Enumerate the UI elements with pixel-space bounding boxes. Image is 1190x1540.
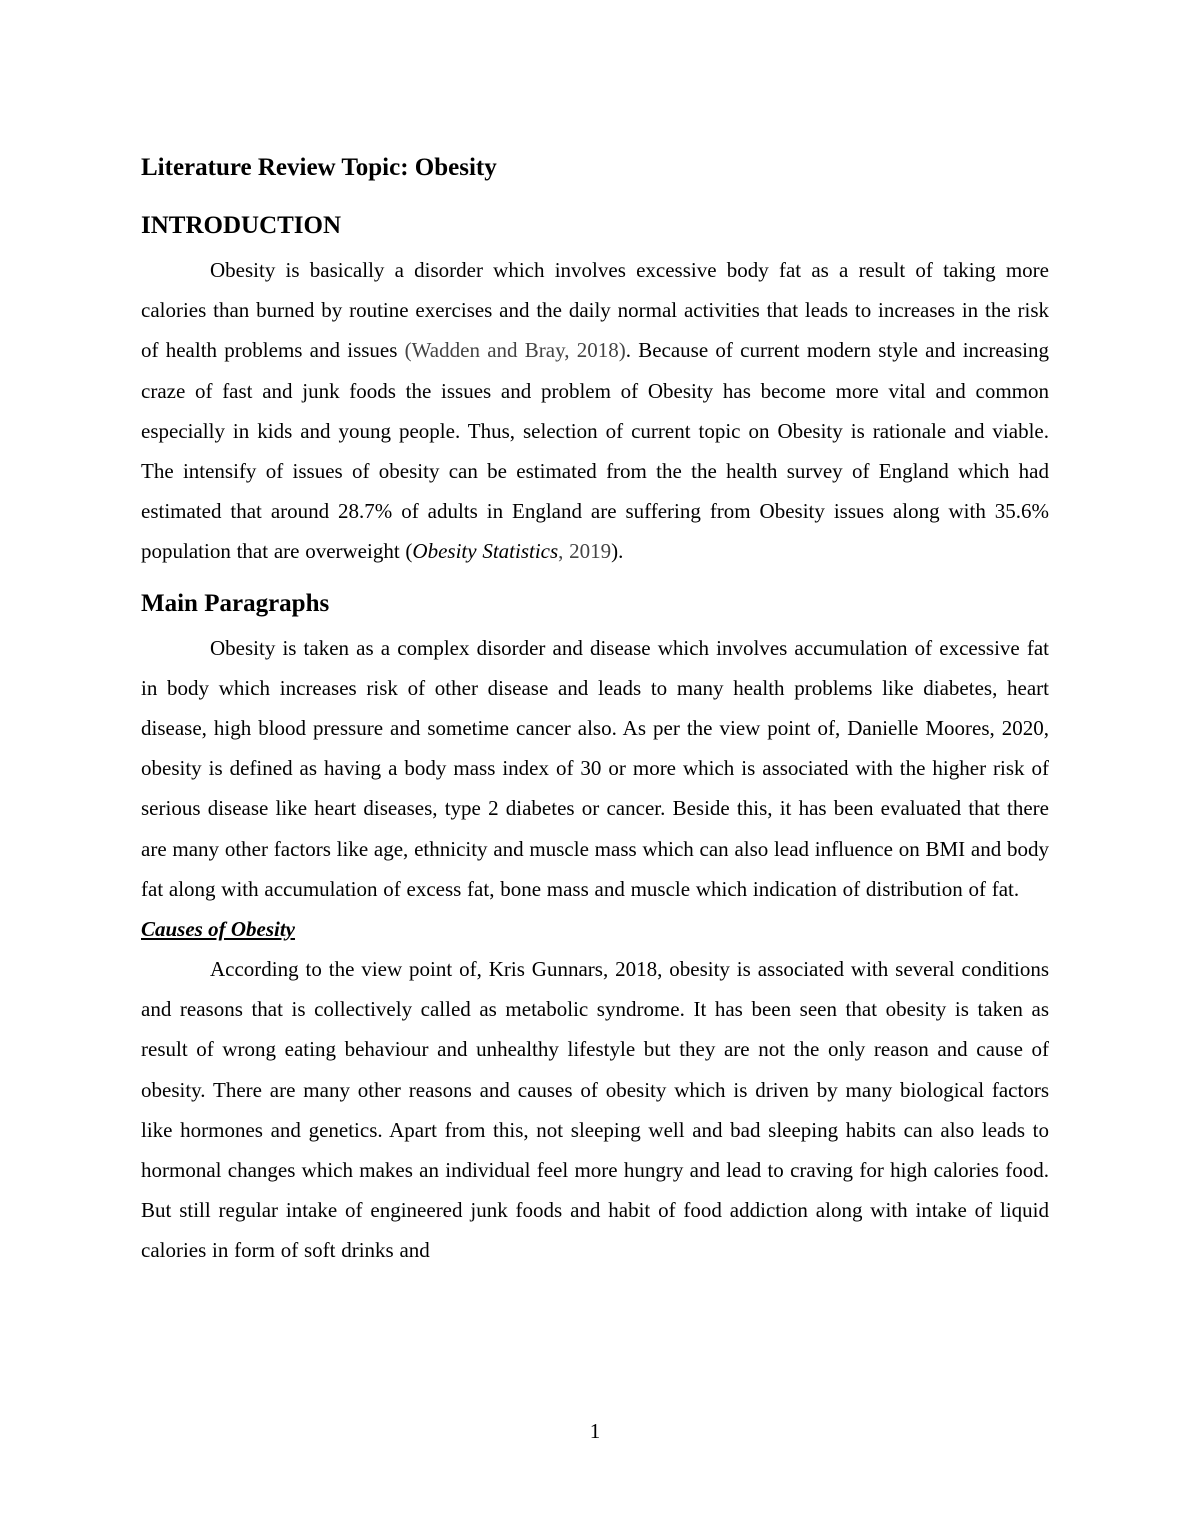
citation-wadden-bray: (Wadden and Bray, 2018) [404,338,626,363]
causes-paragraph: According to the view point of, Kris Gunnars, 2018, obesity is associated with several conditions and reasons that is collectively called as metabolic syndrome. It has been seen that obesity is taken as result of wrong eating behaviour and unhealthy lifestyle but they are not the only reason and cause of obesity. There are many other reasons and causes of obesity which is driven by many biological factors like hormones and genetics. Apart from this, not sleeping well and bad sleeping habits can also leads to hormonal changes which makes an individual feel more hungry and lead to craving for high calories food. But still regular intake of engineered junk foods and habit of food addiction along with intake of liquid calories in form of soft drinks and [141,957,1049,1263]
causes-of-obesity-heading: Causes of Obesity [141,917,295,942]
introduction-text-1: Obesity is basically a disorder which involves excessive body fat as a result of taking more calories than burned by routine exercises and the daily normal activities that leads to increases in the risk of health problems and issues [141,258,1049,363]
main-paragraph: Obesity is taken as a complex disorder and disease which involves accumulation of excessive fat in body which increases risk of other disease and leads to many health problems like diabetes, heart disease, high blood pressure and sometime cancer also. As per the view point of, Danielle Moores, 2020, obesity is defined as having a body mass index of 30 or more which is associated with the higher risk of serious disease like heart diseases, type 2 diabetes or cancer. Beside this, it has been evaluated that there are many other factors like age, ethnicity and muscle mass which can also lead influence on BMI and body fat along with accumulation of excess fat, bone mass and muscle which indication of distribution of fat. [141,635,1049,901]
page-number: 1 [589,1419,601,1443]
document-title: Literature Review Topic: Obesity [141,154,497,181]
introduction-heading: INTRODUCTION [141,212,342,239]
introduction-paragraph [141,250,1049,572]
introduction-text-2: . Because of current modern style and increasing craze of fast and junk foods the issues and problem of Obesity has become more vital and common especially in kids and young people. Thus, selection of current topic on Obesity is rationale and viable. The intensify of issues of obesity can be estimated from the the health survey of England which had estimated that around 28.7% of adults in England are suffering from Obesity issues along with 35.6% population that are overweight [141,338,1049,564]
citation-close: ). [611,539,624,564]
citation-year: , 2019 [558,539,612,564]
main-paragraphs-heading: Main Paragraphs [141,589,330,617]
page-content [141,148,1049,1271]
citation-obesity-statistics: Obesity Statistics [412,539,559,564]
citation-open: ( [405,539,413,564]
